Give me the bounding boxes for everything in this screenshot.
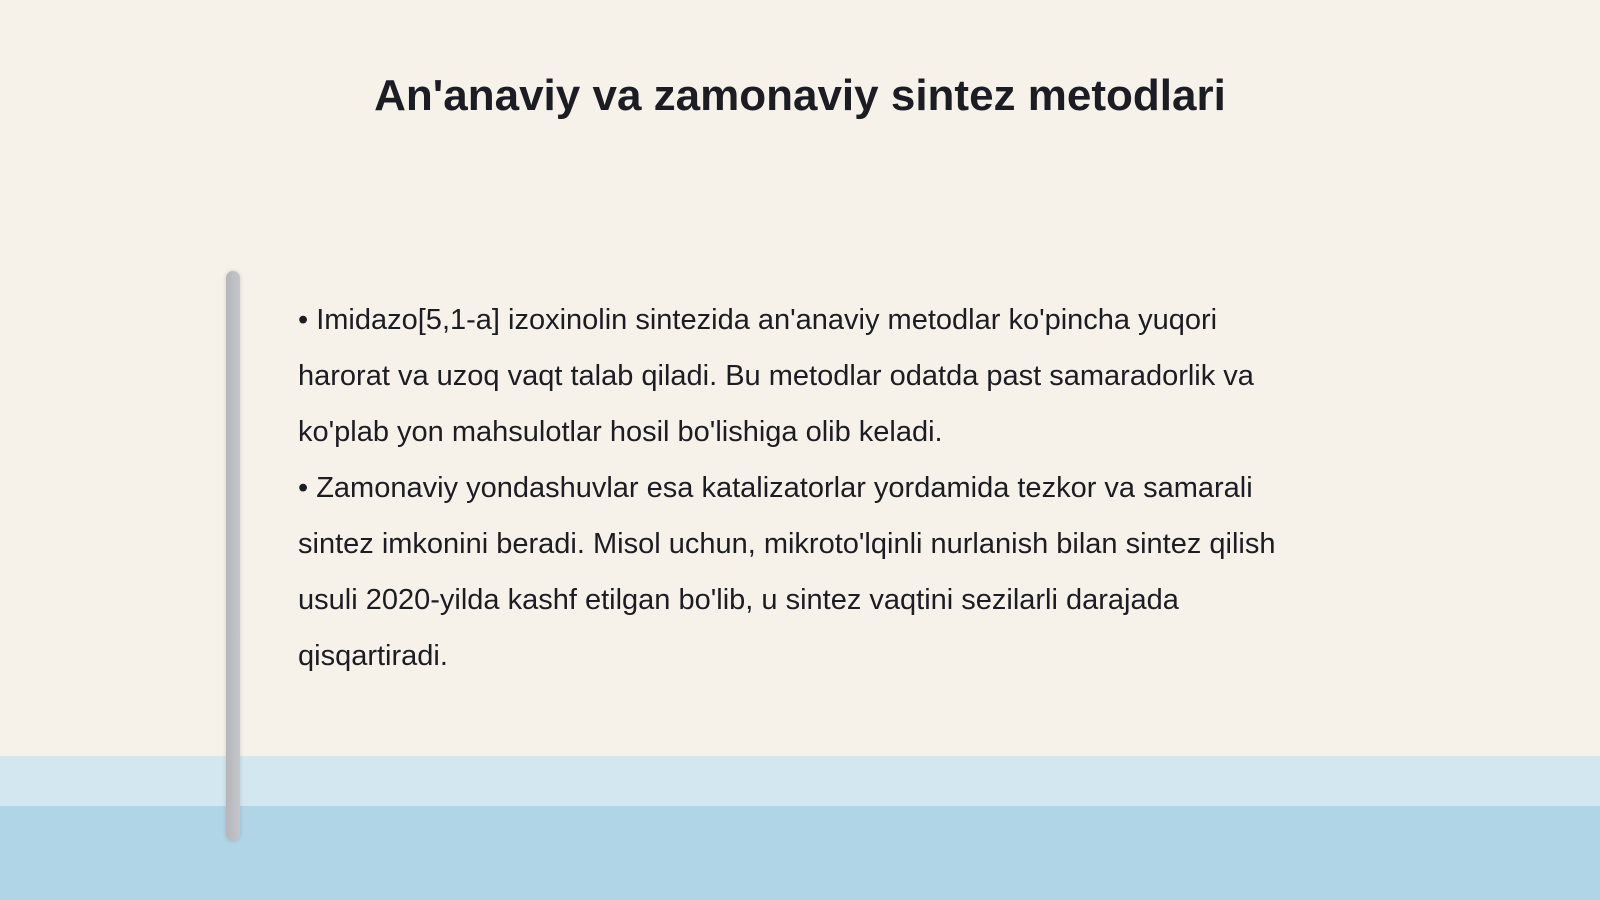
footer-band-dark	[0, 806, 1600, 900]
slide-body	[298, 292, 1308, 684]
slide-title: An'anaviy va zamonaviy sintez metodlari	[374, 71, 1226, 120]
footer-band-light	[0, 756, 1600, 806]
accent-bar	[226, 271, 240, 841]
bullet-item: • Zamonaviy yondashuvlar esa katalizatorlar yordamida tezkor va samarali sintez imkonini beradi. Misol uchun, mikroto'lqinli nurlanish bilan sintez qilish usuli 2020-yilda kashf etilgan bo'lib, u sintez vaqtini sezilarli darajada qisqartiradi.	[298, 472, 1276, 672]
bullet-item: • Imidazo[5,1-a] izoxinolin sintezida an'anaviy metodlar ko'pincha yuqori harorat va uzoq vaqt talab qiladi. Bu metodlar odatda past samaradorlik va ko'plab yon mahsulotlar hosil bo'lishiga olib keladi.	[298, 304, 1254, 448]
